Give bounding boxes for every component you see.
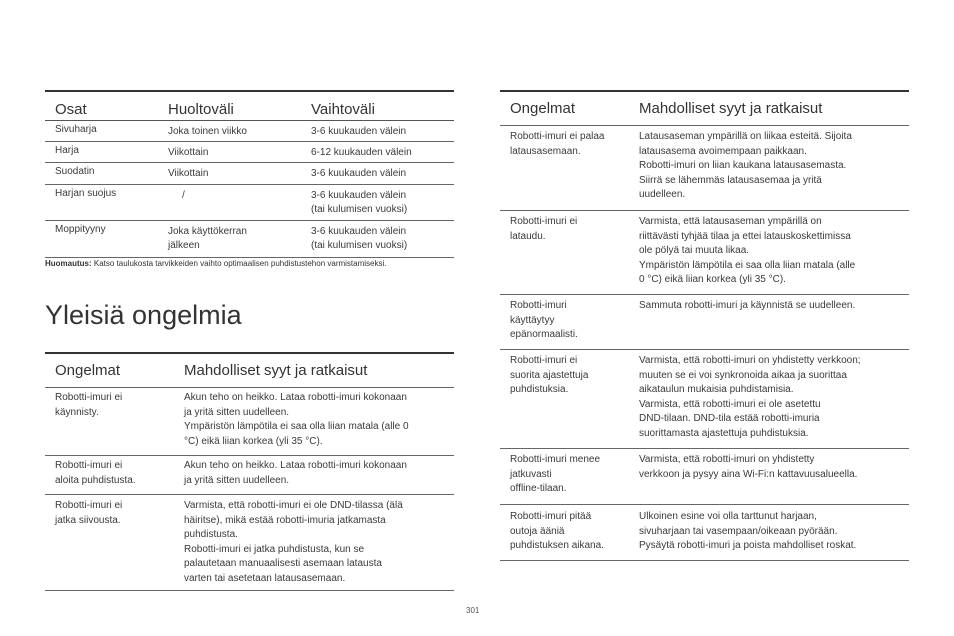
maintenance-interval: Joka toinen viikko — [168, 126, 247, 137]
table-row — [500, 350, 909, 449]
table-row — [45, 388, 454, 456]
problem-text: Robotti-imuri ei jatka siivousta. — [55, 500, 123, 526]
header-problems: Ongelmat — [510, 100, 576, 117]
problems-table-header — [500, 92, 909, 126]
header-maintenance: Huoltoväli — [168, 101, 234, 118]
table-row — [45, 142, 454, 163]
parts-table — [45, 90, 454, 258]
header-parts: Osat — [55, 101, 87, 118]
replacement-interval: 3-6 kuukauden välein (tai kulumisen vuoksi) — [311, 190, 408, 215]
table-row — [45, 185, 454, 221]
replacement-interval: 3-6 kuukauden välein — [311, 168, 407, 179]
header-solutions: Mahdolliset syyt ja ratkaisut — [184, 362, 368, 379]
problem-text: Robotti-imuri ei suorita ajastettuja puhdistuksia. — [510, 355, 589, 395]
maintenance-interval: Viikottain — [168, 147, 209, 158]
note-label: Huomautus: — [45, 259, 92, 268]
solution-text: Latausaseman ympärillä on liikaa esteitä. Sijoita latausasema avoimempaan paikkaan. Robotti-imuri on liian kaukana latausasemasta. Siirrä se lähemmäs latausasemaa ja yritä uudelleen. — [639, 131, 852, 200]
problem-text: Robotti-imuri ei palaa latausasemaan. — [510, 131, 605, 157]
header-solutions: Mahdolliset syyt ja ratkaisut — [639, 100, 823, 117]
table-row — [500, 449, 909, 505]
table-row — [45, 221, 454, 258]
solution-text: Ulkoinen esine voi olla tarttunut harjaan, sivuharjaan tai vasempaan/oikeaan pyörään. Pysäytä robotti-imuri ja poista mahdolliset roskat. — [639, 511, 857, 551]
part-name: Harja — [55, 145, 79, 156]
header-replacement: Vaihtoväli — [311, 101, 375, 118]
header-problems: Ongelmat — [55, 362, 121, 379]
problem-text: Robotti-imuri käyttäytyy epänormaalisti. — [510, 300, 578, 340]
replacement-interval: 3-6 kuukauden välein — [311, 126, 407, 137]
replacement-interval: 6-12 kuukauden välein — [311, 147, 412, 158]
replacement-interval: 3-6 kuukauden välein (tai kulumisen vuoksi) — [311, 226, 408, 251]
solution-text: Akun teho on heikko. Lataa robotti-imuri kokonaan ja yritä sitten uudelleen. — [184, 460, 407, 486]
problems-table-left — [45, 352, 454, 591]
maintenance-interval: Viikottain — [168, 168, 209, 179]
part-name: Harjan suojus — [55, 188, 117, 199]
problem-text: Robotti-imuri menee jatkuvasti offline-tilaan. — [510, 454, 601, 494]
table-row — [500, 126, 909, 211]
part-name: Sivuharja — [55, 124, 97, 135]
note — [45, 258, 425, 269]
problem-text: Robotti-imuri ei käynnisty. — [55, 392, 123, 418]
solution-text: Varmista, että robotti-imuri on yhdistetty verkkoon ja pysyy aina Wi-Fi:n kattavuusalueella. — [639, 454, 858, 480]
problem-text: Robotti-imuri pitää outoja ääniä puhdistuksen aikana. — [510, 511, 604, 551]
solution-text: Sammuta robotti-imuri ja käynnistä se uudelleen. — [639, 300, 856, 311]
part-name: Suodatin — [55, 166, 95, 177]
table-row — [45, 495, 454, 591]
page-number: 301 — [466, 606, 480, 615]
section-title: Yleisiä ongelmia — [45, 300, 242, 330]
table-row — [500, 505, 909, 561]
note-text: Katso taulukosta tarvikkeiden vaihto optimaalisen puhdistustehon varmistamiseksi. — [91, 259, 387, 268]
maintenance-interval: Joka käyttökerran jälkeen — [168, 226, 247, 251]
solution-text: Varmista, että robotti-imuri ei ole DND-tilassa (älä häiritse), mikä estää robotti-imuria jatkamasta puhdistusta. Robotti-imuri ei jatka puhdistusta, kun se palautetaan manuaalisesti asemaan latausta varten tai asetetaan latausasemaan. — [184, 500, 403, 584]
problem-text: Robotti-imuri ei lataudu. — [510, 216, 578, 242]
problems-table-header — [45, 354, 454, 388]
table-row — [500, 211, 909, 295]
parts-table-header — [45, 92, 454, 121]
table-row — [45, 121, 454, 142]
solution-text: Akun teho on heikko. Lataa robotti-imuri kokonaan ja yritä sitten uudelleen. Ympäristön lämpötila ei saa olla liian matala (alle 0 °C) eikä liian korkea (yli 35 °C). — [184, 392, 409, 447]
solution-text: Varmista, että robotti-imuri on yhdistetty verkkoon; muuten se ei voi synkronoida aikaa ja suorittaa aikataulun mukaisia puhdistamisia. Varmista, että robotti-imuri ei ole asetettu DND-tilaan. DND-tila estää robotti-imuria suorittamasta ajastettuja puhdistuksia. — [639, 355, 861, 439]
part-name: Moppityyny — [55, 224, 106, 235]
table-row — [45, 163, 454, 185]
solution-text: Varmista, että latausaseman ympärillä on riittävästi tyhjää tilaa ja ettei latauskoskettimissa ole pölyä tai muuta likaa. Ympäristön lämpötila ei saa olla liian matala (alle 0 °C) eikä liian korkea (yli 35 °C). — [639, 216, 856, 285]
table-row — [45, 456, 454, 495]
problems-table-right — [500, 90, 909, 561]
maintenance-interval: / — [182, 190, 185, 201]
table-row — [500, 295, 909, 350]
problem-text: Robotti-imuri ei aloita puhdistusta. — [55, 460, 136, 486]
